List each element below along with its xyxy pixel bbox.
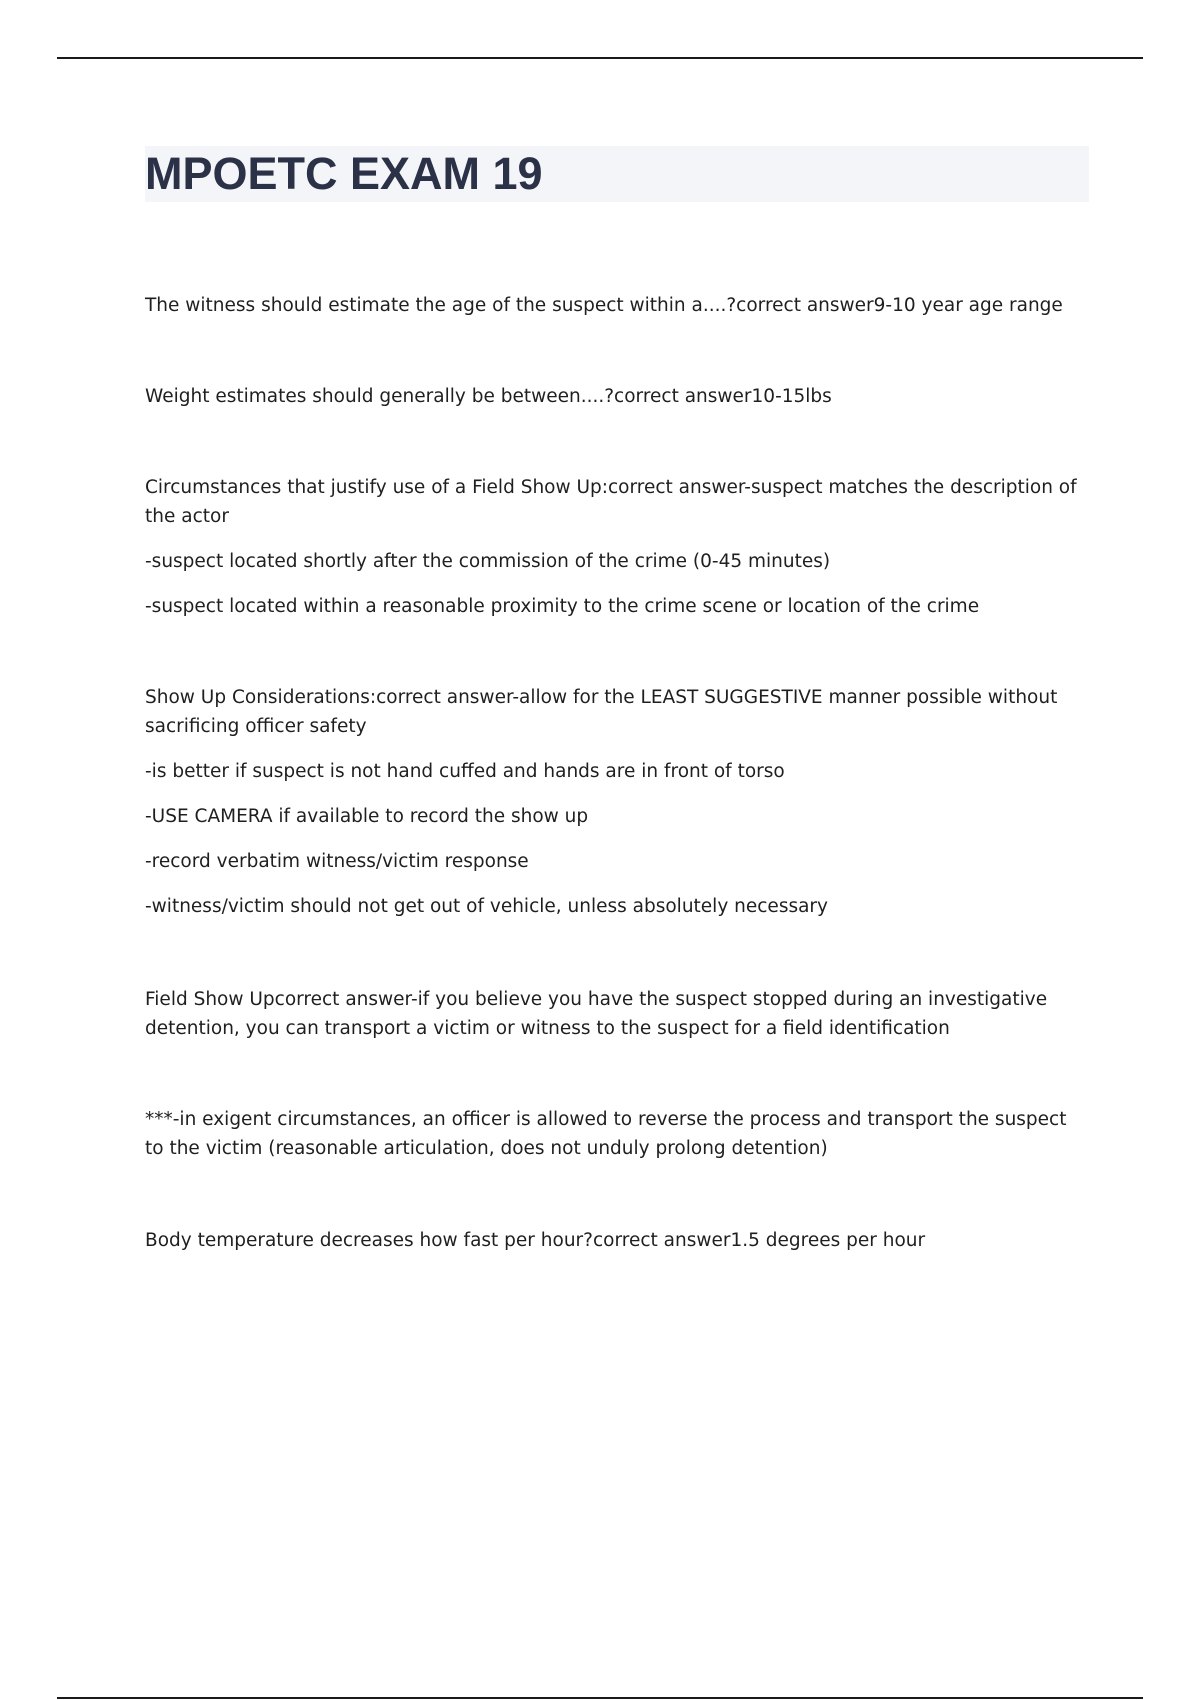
qa-subpoint: -witness/victim should not get out of vehicle, unless absolutely necessary	[145, 896, 828, 917]
qa-subpoint: -record verbatim witness/victim response	[145, 851, 529, 872]
bottom-divider	[57, 1697, 1143, 1699]
qa-subpoint: -suspect located shortly after the commission of the crime (0-45 minutes)	[145, 551, 831, 572]
qa-text: Show Up Considerations:correct answer-allow for the LEAST SUGGESTIVE manner possible without sacrificing officer safety	[145, 687, 1058, 737]
qa-text: Weight estimates should generally be between....?correct answer10-15lbs	[145, 386, 832, 407]
qa-subpoint: -suspect located within a reasonable proximity to the crime scene or location of the crime	[145, 596, 980, 617]
qa-text: ***-in exigent circumstances, an officer is allowed to reverse the process and transport the suspect to the victim (reasonable articulation, does not unduly prolong detention)	[145, 1109, 1067, 1159]
qa-entry	[145, 382, 1085, 411]
qa-entry	[145, 473, 1085, 621]
qa-text: The witness should estimate the age of the suspect within a....?correct answer9-10 year age range	[145, 295, 1063, 316]
qa-entry	[145, 291, 1085, 320]
qa-entry	[145, 985, 1085, 1043]
qa-entry	[145, 683, 1085, 921]
qa-entry	[145, 1105, 1085, 1163]
qa-subpoint: -USE CAMERA if available to record the show up	[145, 806, 589, 827]
qa-text: Body temperature decreases how fast per hour?correct answer1.5 degrees per hour	[145, 1230, 926, 1251]
title-banner	[145, 146, 1089, 202]
top-divider	[57, 57, 1143, 59]
qa-entry	[145, 1226, 1085, 1255]
qa-text: Field Show Upcorrect answer-if you believe you have the suspect stopped during an investigative detention, you can transport a victim or witness to the suspect for a field identification	[145, 989, 1048, 1039]
qa-text: Circumstances that justify use of a Field Show Up:correct answer-suspect matches the description of the actor	[145, 477, 1077, 527]
qa-subpoint: -is better if suspect is not hand cuffed and hands are in front of torso	[145, 761, 785, 782]
page-title: MPOETC EXAM 19	[145, 148, 543, 199]
